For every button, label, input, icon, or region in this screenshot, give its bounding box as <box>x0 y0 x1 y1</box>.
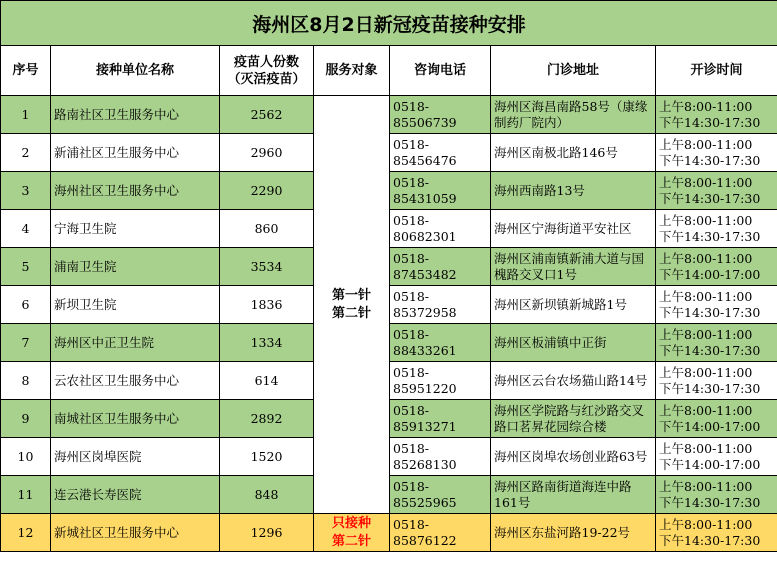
cell-doses: 2562 <box>220 96 314 134</box>
cell-phone: 0518-85268130 <box>390 438 491 476</box>
cell-seq: 2 <box>1 134 51 172</box>
cell-phone: 0518-85951220 <box>390 362 491 400</box>
cell-unit: 浦南卫生院 <box>51 248 220 286</box>
cell-unit: 新浦社区卫生服务中心 <box>51 134 220 172</box>
page-title: 海州区8月2日新冠疫苗接种安排 <box>1 1 777 46</box>
cell-service-target <box>314 96 390 514</box>
cell-seq: 1 <box>1 96 51 134</box>
hours-pm: 下午14:30-17:30 <box>659 190 761 206</box>
table-row <box>1 248 777 286</box>
cell-doses: 1334 <box>220 324 314 362</box>
header-doses-line2: （灭活疫苗） <box>227 71 306 87</box>
header-service: 服务对象 <box>314 46 390 96</box>
cell-hours <box>656 476 777 514</box>
cell-doses: 2892 <box>220 400 314 438</box>
cell-unit: 海州社区卫生服务中心 <box>51 172 220 210</box>
hours-am: 上午8:00-11:00 <box>659 516 753 532</box>
header-address: 门诊地址 <box>491 46 656 96</box>
hours-pm: 下午14:30-17:30 <box>659 304 761 320</box>
cell-hours <box>656 134 777 172</box>
table-row <box>1 134 777 172</box>
cell-seq: 5 <box>1 248 51 286</box>
header-doses-line1: 疫苗人份数 <box>233 54 299 70</box>
hours-am: 上午8:00-11:00 <box>659 478 753 494</box>
hours-pm: 下午14:00-17:00 <box>659 266 761 282</box>
cell-unit: 南城社区卫生服务中心 <box>51 400 220 438</box>
header-unit: 接种单位名称 <box>51 46 220 96</box>
header-doses <box>220 46 314 96</box>
cell-hours <box>656 400 777 438</box>
cell-phone: 0518-85506739 <box>390 96 491 134</box>
cell-hours <box>656 96 777 134</box>
cell-hours <box>656 248 777 286</box>
cell-address: 海州区南极北路146号 <box>491 134 656 172</box>
cell-address: 海州区海昌南路58号（康缘制药厂院内） <box>491 96 656 134</box>
hours-pm: 下午14:30-17:30 <box>659 532 761 548</box>
table-row <box>1 514 777 552</box>
table-row <box>1 400 777 438</box>
table-row <box>1 324 777 362</box>
cell-phone: 0518-80682301 <box>390 210 491 248</box>
hours-pm: 下午14:30-17:30 <box>659 152 761 168</box>
header-seq: 序号 <box>1 46 51 96</box>
cell-hours <box>656 438 777 476</box>
hours-am: 上午8:00-11:00 <box>659 212 753 228</box>
table-row <box>1 362 777 400</box>
cell-unit: 路南社区卫生服务中心 <box>51 96 220 134</box>
hours-am: 上午8:00-11:00 <box>659 364 753 380</box>
cell-doses: 1520 <box>220 438 314 476</box>
cell-hours <box>656 324 777 362</box>
cell-address: 海州区岗埠农场创业路63号 <box>491 438 656 476</box>
cell-doses: 1296 <box>220 514 314 552</box>
cell-doses: 2290 <box>220 172 314 210</box>
hours-am: 上午8:00-11:00 <box>659 326 753 342</box>
cell-address: 海州区学院路与红沙路交叉路口茗昇花园综合楼 <box>491 400 656 438</box>
hours-am: 上午8:00-11:00 <box>659 402 753 418</box>
cell-doses: 614 <box>220 362 314 400</box>
cell-unit: 云农社区卫生服务中心 <box>51 362 220 400</box>
hours-am: 上午8:00-11:00 <box>659 288 753 304</box>
table-row <box>1 172 777 210</box>
cell-seq: 6 <box>1 286 51 324</box>
cell-unit: 连云港长寿医院 <box>51 476 220 514</box>
hours-pm: 下午14:30-17:30 <box>659 114 761 130</box>
cell-phone: 0518-85525965 <box>390 476 491 514</box>
cell-doses: 848 <box>220 476 314 514</box>
hours-pm: 下午14:00-17:00 <box>659 456 761 472</box>
cell-address: 海州西南路13号 <box>491 172 656 210</box>
cell-phone: 0518-85372958 <box>390 286 491 324</box>
cell-hours <box>656 210 777 248</box>
cell-seq: 7 <box>1 324 51 362</box>
cell-phone: 0518-87453482 <box>390 248 491 286</box>
cell-phone: 0518-85876122 <box>390 514 491 552</box>
cell-doses: 3534 <box>220 248 314 286</box>
hours-pm: 下午14:30-17:30 <box>659 380 761 396</box>
cell-unit: 新城社区卫生服务中心 <box>51 514 220 552</box>
hours-pm: 下午14:30-17:30 <box>659 342 761 358</box>
table-row <box>1 476 777 514</box>
cell-address: 海州区云台农场猫山路14号 <box>491 362 656 400</box>
cell-phone: 0518-85913271 <box>390 400 491 438</box>
cell-doses: 2960 <box>220 134 314 172</box>
cell-unit: 新坝卫生院 <box>51 286 220 324</box>
cell-unit: 海州区中正卫生院 <box>51 324 220 362</box>
cell-seq: 11 <box>1 476 51 514</box>
cell-address: 海州区新坝镇新城路1号 <box>491 286 656 324</box>
service-line2: 第二针 <box>331 305 371 321</box>
cell-doses: 1836 <box>220 286 314 324</box>
table-row <box>1 96 777 134</box>
cell-address: 海州区东盐河路19-22号 <box>491 514 656 552</box>
cell-hours <box>656 286 777 324</box>
hours-pm: 下午14:30-17:30 <box>659 228 761 244</box>
hours-am: 上午8:00-11:00 <box>659 250 753 266</box>
cell-address: 海州区宁海街道平安社区 <box>491 210 656 248</box>
cell-phone: 0518-88433261 <box>390 324 491 362</box>
cell-seq: 12 <box>1 514 51 552</box>
header-row <box>1 46 777 96</box>
header-hours: 开诊时间 <box>656 46 777 96</box>
cell-service-target-last <box>314 514 390 552</box>
hours-pm: 下午14:00-17:00 <box>659 418 761 434</box>
cell-address: 海州区浦南镇新浦大道与国槐路交叉口1号 <box>491 248 656 286</box>
service-line1: 第一针 <box>331 287 371 303</box>
hours-am: 上午8:00-11:00 <box>659 98 753 114</box>
service-last-line2: 第二针 <box>331 533 371 549</box>
cell-doses: 860 <box>220 210 314 248</box>
header-phone: 咨询电话 <box>390 46 491 96</box>
cell-phone: 0518-85431059 <box>390 172 491 210</box>
cell-hours <box>656 172 777 210</box>
cell-seq: 8 <box>1 362 51 400</box>
service-last-line1: 只接种 <box>331 515 371 531</box>
table-row <box>1 210 777 248</box>
cell-address: 海州区板浦镇中正街 <box>491 324 656 362</box>
table-row <box>1 438 777 476</box>
hours-pm: 下午14:30-17:30 <box>659 494 761 510</box>
cell-seq: 4 <box>1 210 51 248</box>
hours-am: 上午8:00-11:00 <box>659 136 753 152</box>
cell-unit: 海州区岗埠医院 <box>51 438 220 476</box>
hours-am: 上午8:00-11:00 <box>659 174 753 190</box>
cell-address: 海州区路南街道海连中路161号 <box>491 476 656 514</box>
title-row <box>1 1 777 46</box>
cell-seq: 10 <box>1 438 51 476</box>
cell-seq: 9 <box>1 400 51 438</box>
cell-seq: 3 <box>1 172 51 210</box>
cell-unit: 宁海卫生院 <box>51 210 220 248</box>
cell-hours <box>656 362 777 400</box>
hours-am: 上午8:00-11:00 <box>659 440 753 456</box>
cell-hours <box>656 514 777 552</box>
table-row <box>1 286 777 324</box>
cell-phone: 0518-85456476 <box>390 134 491 172</box>
